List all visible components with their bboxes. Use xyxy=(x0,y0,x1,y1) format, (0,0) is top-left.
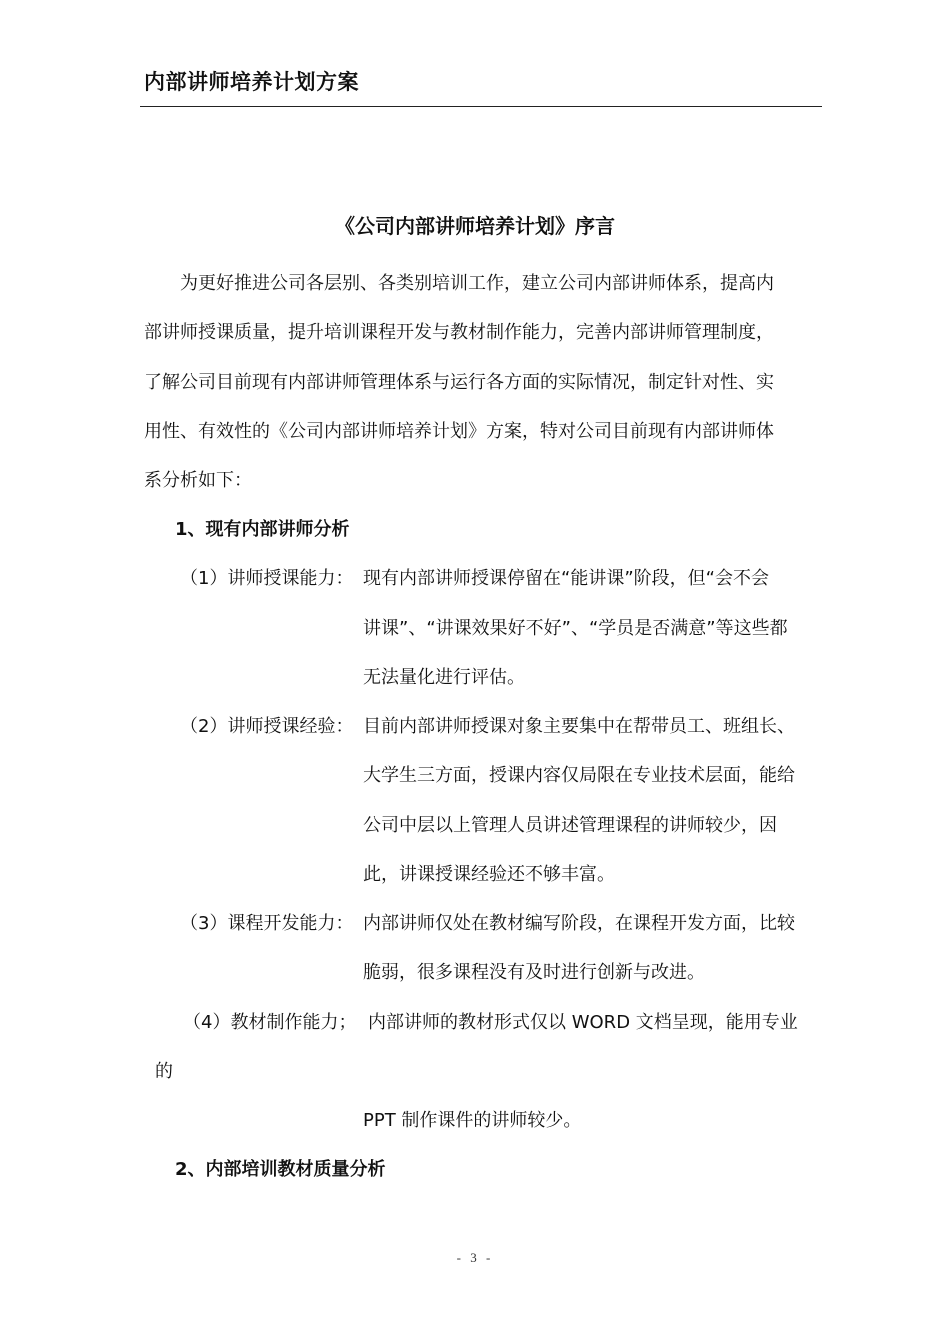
item-text: 脆弱，很多课程没有及时进行创新与改进。 xyxy=(363,962,705,983)
item-text: 公司中层以上管理人员讲述管理课程的讲师较少，因 xyxy=(363,815,777,836)
item-text: 的 xyxy=(155,1061,173,1082)
item-text: 现有内部讲师授课停留在“能讲课”阶段，但“会不会 xyxy=(363,568,769,589)
item-label: （2）讲师授课经验： xyxy=(180,716,354,737)
paragraph-line: 系分析如下： xyxy=(144,470,252,491)
paragraph-line: 了解公司目前现有内部讲师管理体系与运行各方面的实际情况，制定针对性、实 xyxy=(144,372,774,393)
document-title: 《公司内部讲师培养计划》序言 xyxy=(335,214,615,238)
section-heading: 2、内部培训教材质量分析 xyxy=(175,1159,386,1180)
item-label: （3）课程开发能力： xyxy=(180,913,354,934)
header-rule xyxy=(140,106,822,107)
item-text: 目前内部讲师授课对象主要集中在帮带员工、班组长、 xyxy=(363,716,795,737)
item-text: 内部讲师仅处在教材编写阶段，在课程开发方面，比较 xyxy=(363,913,795,934)
item-label: （4）教材制作能力； xyxy=(183,1012,357,1033)
page-number: - 3 - xyxy=(456,1250,494,1265)
paragraph-line: 部讲师授课质量，提升培训课程开发与教材制作能力，完善内部讲师管理制度， xyxy=(144,322,774,343)
paragraph-line: 为更好推进公司各层别、各类别培训工作，建立公司内部讲师体系，提高内 xyxy=(180,273,774,294)
item-text: PPT 制作课件的讲师较少。 xyxy=(363,1110,582,1131)
item-text: 内部讲师的教材形式仅以 WORD 文档呈现，能用专业 xyxy=(368,1012,798,1033)
item-text: 大学生三方面，授课内容仅局限在专业技术层面，能给 xyxy=(363,765,795,786)
item-label: （1）讲师授课能力： xyxy=(180,568,354,589)
header-title: 内部讲师培养计划方案 xyxy=(144,70,359,94)
item-text: 讲课”、“讲课效果好不好”、“学员是否满意”等这些都 xyxy=(363,618,788,639)
section-heading: 1、现有内部讲师分析 xyxy=(175,519,350,540)
paragraph-line: 用性、有效性的《公司内部讲师培养计划》方案，特对公司目前现有内部讲师体 xyxy=(144,421,774,442)
item-text: 无法量化进行评估。 xyxy=(363,667,525,688)
item-text: 此，讲课授课经验还不够丰富。 xyxy=(363,864,615,885)
